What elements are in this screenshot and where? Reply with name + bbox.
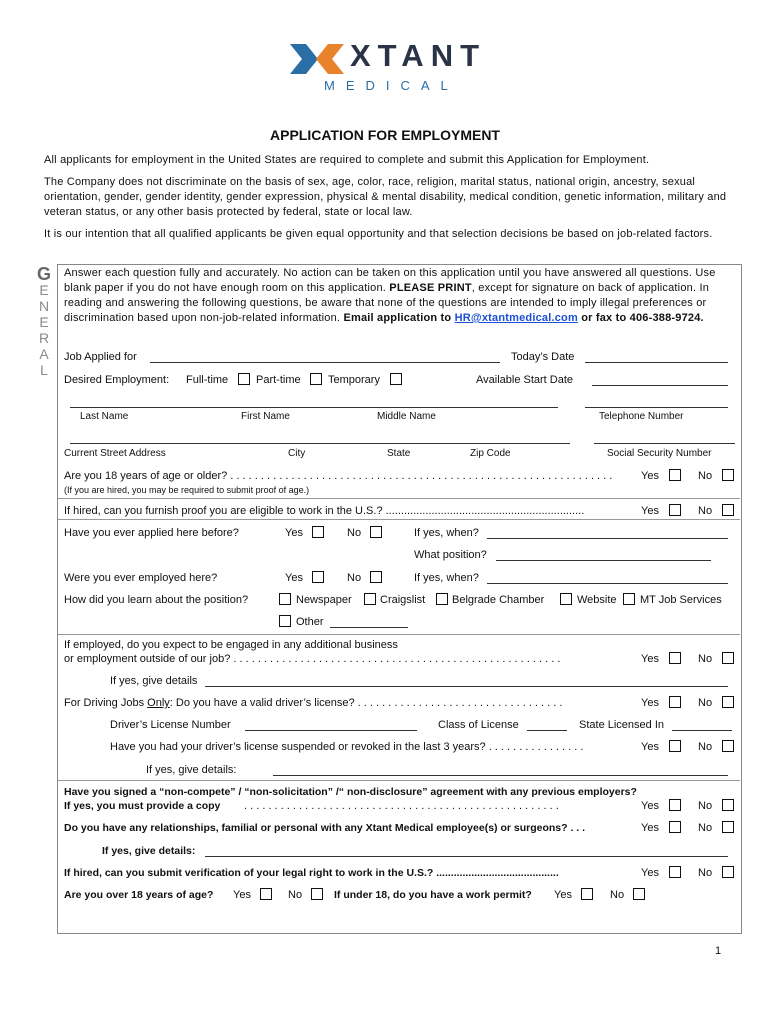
no-label: No xyxy=(698,867,713,879)
newspaper-checkbox[interactable] xyxy=(279,593,291,605)
driving-yes-checkbox[interactable] xyxy=(669,696,681,708)
instructions-text-1: Answer each question fully and accurately. No action can be taken on this application until you have answered all questions. Use blank paper if you do not have enough room on this application. xyxy=(64,267,716,294)
craigslist-checkbox[interactable] xyxy=(364,593,376,605)
divider xyxy=(58,780,740,781)
email-label: Email application to xyxy=(343,312,455,324)
noncompete-question-2: If yes, you must provide a copy xyxy=(64,800,221,812)
verification-yes-checkbox[interactable] xyxy=(669,866,681,878)
employed-before-no-checkbox[interactable] xyxy=(370,571,382,583)
last-name-label: Last Name xyxy=(80,411,129,422)
additional-business-question-2: or employment outside of our job? . . . . . . . . . . . . . . . . . . . . . . . . . . . . . . . . . . . . . . . . . . . . . . . . . . . . . . xyxy=(64,653,561,665)
full-time-checkbox[interactable] xyxy=(238,373,250,385)
no-label: No xyxy=(698,470,713,482)
part-time-checkbox[interactable] xyxy=(310,373,322,385)
yes-label: Yes xyxy=(641,697,659,709)
employed-before-question: Were you ever employed here? xyxy=(64,572,218,584)
proof-us-yes-checkbox[interactable] xyxy=(669,504,681,516)
sidebar-letter: R xyxy=(38,330,50,346)
no-label: No xyxy=(698,697,713,709)
divider xyxy=(58,498,740,499)
fax-text: or fax to 406-388-9724. xyxy=(577,312,704,324)
please-print-text: PLEASE PRINT xyxy=(389,282,472,294)
available-start-field[interactable] xyxy=(592,385,728,386)
work-permit-no-checkbox[interactable] xyxy=(633,888,645,900)
no-label: No xyxy=(698,800,713,812)
zip-label: Zip Code xyxy=(470,448,511,459)
middle-name-label: Middle Name xyxy=(377,411,436,422)
other-field[interactable] xyxy=(330,627,408,628)
address-field[interactable] xyxy=(70,443,570,444)
divider xyxy=(58,519,740,520)
relationships-yes-checkbox[interactable] xyxy=(669,821,681,833)
noncompete-question-1: Have you signed a “non-compete” / “non-solicitation” /“ non-disclosure” agreement with any previous employers? xyxy=(64,786,637,798)
no-label: No xyxy=(610,889,625,901)
driving-only: Only xyxy=(147,697,170,709)
if-yes-details-label: If yes, give details xyxy=(110,675,198,687)
no-label: No xyxy=(347,572,362,584)
driving-prefix: For Driving Jobs xyxy=(64,697,148,709)
no-label: No xyxy=(698,822,713,834)
logo-wordmark: XTANT xyxy=(350,38,487,73)
mt-job-checkbox[interactable] xyxy=(623,593,635,605)
age-18-yes-checkbox[interactable] xyxy=(669,469,681,481)
todays-date-label: Today’s Date xyxy=(511,351,575,363)
telephone-label: Telephone Number xyxy=(599,411,684,422)
driving-rest: : Do you have a valid driver’s license? . . . . . . . . . . . . . . . . . . . . . . . . . . . . . . . . . . xyxy=(169,697,563,709)
applied-before-question: Have you ever applied here before? xyxy=(64,527,239,539)
yes-label: Yes xyxy=(285,572,303,584)
relationships-details-field[interactable] xyxy=(205,856,728,857)
temporary-checkbox[interactable] xyxy=(390,373,402,385)
sidebar-letter: L xyxy=(40,362,48,378)
job-applied-label: Job Applied for xyxy=(64,351,137,363)
over-18-no-checkbox[interactable] xyxy=(311,888,323,900)
employed-when-field[interactable] xyxy=(487,583,728,584)
applied-before-no-checkbox[interactable] xyxy=(370,526,382,538)
available-start-label: Available Start Date xyxy=(476,374,574,386)
yes-label: Yes xyxy=(641,741,659,753)
state-licensed-field[interactable] xyxy=(672,730,732,731)
intro-paragraph-3: It is our intention that all qualified applicants be given equal opportunity and that selection decisions be based on job-related factors. xyxy=(44,228,713,240)
company-logo xyxy=(280,38,490,98)
relationships-details-label: If yes, give details: xyxy=(102,845,196,857)
page-title: APPLICATION FOR EMPLOYMENT xyxy=(270,127,500,143)
website-checkbox[interactable] xyxy=(560,593,572,605)
name-field[interactable] xyxy=(70,407,558,408)
license-number-field[interactable] xyxy=(245,730,417,731)
mt-job-label: MT Job Services xyxy=(640,594,722,606)
full-time-label: Full-time xyxy=(186,374,229,386)
age-18-note: (If you are hired, you may be required to submit proof of age.) xyxy=(64,485,310,495)
applied-when-field[interactable] xyxy=(487,538,728,539)
yes-label: Yes xyxy=(285,527,303,539)
website-label: Website xyxy=(577,594,617,606)
state-licensed-label: State Licensed In xyxy=(579,719,665,731)
intro-paragraph-2: The Company does not discriminate on the basis of sex, age, color, race, religion, marital status, national origin, ancestry, sexual orientation, gender, gender identity, gender expression, physical & mental disability, medical condition, genetic information, military and veteran status, or any other basis protected by federal, state or local law. xyxy=(44,176,727,218)
proof-us-question: If hired, can you furnish proof you are eligible to work in the U.S.? ................................................................. xyxy=(64,505,585,517)
suspended-details-field[interactable] xyxy=(273,775,728,776)
noncompete-no-checkbox[interactable] xyxy=(722,799,734,811)
age-18-question: Are you 18 years of age or older? . . . . . . . . . . . . . . . . . . . . . . . . . . . . . . . . . . . . . . . . . . . . . . . . . . . . . . . . . . . . . . . xyxy=(64,470,613,482)
logo-mark-icon xyxy=(288,42,358,76)
intro-paragraph-1: All applicants for employment in the United States are required to complete and submit this Application for Employment. xyxy=(44,154,650,166)
yes-label: Yes xyxy=(641,800,659,812)
yes-label: Yes xyxy=(641,822,659,834)
applied-before-yes-checkbox[interactable] xyxy=(312,526,324,538)
additional-business-yes-checkbox[interactable] xyxy=(669,652,681,664)
page-number: 1 xyxy=(715,945,722,957)
other-checkbox[interactable] xyxy=(279,615,291,627)
work-permit-yes-checkbox[interactable] xyxy=(581,888,593,900)
class-license-field[interactable] xyxy=(527,730,567,731)
yes-label: Yes xyxy=(641,505,659,517)
suspended-no-checkbox[interactable] xyxy=(722,740,734,752)
part-time-label: Part-time xyxy=(256,374,301,386)
employed-before-yes-checkbox[interactable] xyxy=(312,571,324,583)
sidebar-letter: G xyxy=(36,264,51,284)
other-label: Other xyxy=(296,616,324,628)
first-name-label: First Name xyxy=(241,411,290,422)
if-yes-when-label: If yes, when? xyxy=(414,527,479,539)
verification-question: If hired, can you submit verification of your legal right to work in the U.S.? .......................................... xyxy=(64,867,559,879)
yes-label: Yes xyxy=(641,470,659,482)
if-yes-when-label: If yes, when? xyxy=(414,572,479,584)
sidebar-letter: E xyxy=(39,282,49,298)
age-18-no-checkbox[interactable] xyxy=(722,469,734,481)
driving-no-checkbox[interactable] xyxy=(722,696,734,708)
desired-employment-label: Desired Employment: xyxy=(64,374,170,386)
belgrade-checkbox[interactable] xyxy=(436,593,448,605)
suspended-details-label: If yes, give details: xyxy=(146,764,237,776)
additional-business-no-checkbox[interactable] xyxy=(722,652,734,664)
logo-subtitle: MEDICAL xyxy=(324,78,459,93)
job-applied-field[interactable] xyxy=(150,362,500,363)
verification-no-checkbox[interactable] xyxy=(722,866,734,878)
yes-label: Yes xyxy=(641,867,659,879)
section-sidebar-general xyxy=(33,266,55,378)
no-label: No xyxy=(698,505,713,517)
sidebar-letter: E xyxy=(39,314,49,330)
email-link[interactable]: HR@xtantmedical.com xyxy=(454,312,578,324)
no-label: No xyxy=(698,741,713,753)
craigslist-label: Craigslist xyxy=(380,594,426,606)
sidebar-letter: N xyxy=(38,298,50,314)
yes-label: Yes xyxy=(233,889,251,901)
telephone-field[interactable] xyxy=(585,407,728,408)
temporary-label: Temporary xyxy=(328,374,380,386)
belgrade-label: Belgrade Chamber xyxy=(452,594,545,606)
no-label: No xyxy=(698,653,713,665)
yes-label: Yes xyxy=(554,889,572,901)
divider xyxy=(58,634,740,635)
state-label: State xyxy=(387,448,411,459)
instructions-text-2: , except for signature on back of application. In reading and answering the following questions, be aware that none of the questions are intended to imply illegal preferences or discrimination based upon non-job-related information. xyxy=(64,282,710,324)
relationships-question: Do you have any relationships, familial or personal with any Xtant Medical employee(s) or surgeons? . . . xyxy=(64,822,586,834)
instructions-paragraph xyxy=(64,266,732,326)
how-learn-question: How did you learn about the position? xyxy=(64,594,249,606)
business-details-field[interactable] xyxy=(205,686,728,687)
todays-date-field[interactable] xyxy=(585,362,728,363)
over-18-question: Are you over 18 years of age? xyxy=(64,889,214,901)
proof-us-no-checkbox[interactable] xyxy=(722,504,734,516)
noncompete-yes-checkbox[interactable] xyxy=(669,799,681,811)
relationships-no-checkbox[interactable] xyxy=(722,821,734,833)
noncompete-dots: . . . . . . . . . . . . . . . . . . . . . . . . . . . . . . . . . . . . . . . . . . . . . . . . . . . . xyxy=(244,800,559,812)
additional-business-question-1: If employed, do you expect to be engaged in any additional business xyxy=(64,639,398,651)
license-number-label: Driver’s License Number xyxy=(110,719,231,731)
yes-label: Yes xyxy=(641,653,659,665)
ssn-field[interactable] xyxy=(594,443,735,444)
over-18-yes-checkbox[interactable] xyxy=(260,888,272,900)
driving-question xyxy=(64,697,562,709)
street-label: Current Street Address xyxy=(64,448,166,459)
what-position-field[interactable] xyxy=(496,560,711,561)
suspended-question: Have you had your driver’s license suspended or revoked in the last 3 years? . . . . . . . . . . . . . . . . xyxy=(110,741,584,753)
sidebar-letter: A xyxy=(39,346,49,362)
what-position-label: What position? xyxy=(414,549,487,561)
no-label: No xyxy=(347,527,362,539)
ssn-label: Social Security Number xyxy=(607,448,712,459)
work-permit-question: If under 18, do you have a work permit? xyxy=(334,889,532,901)
city-label: City xyxy=(288,448,306,459)
suspended-yes-checkbox[interactable] xyxy=(669,740,681,752)
class-license-label: Class of License xyxy=(438,719,519,731)
no-label: No xyxy=(288,889,303,901)
newspaper-label: Newspaper xyxy=(296,594,352,606)
